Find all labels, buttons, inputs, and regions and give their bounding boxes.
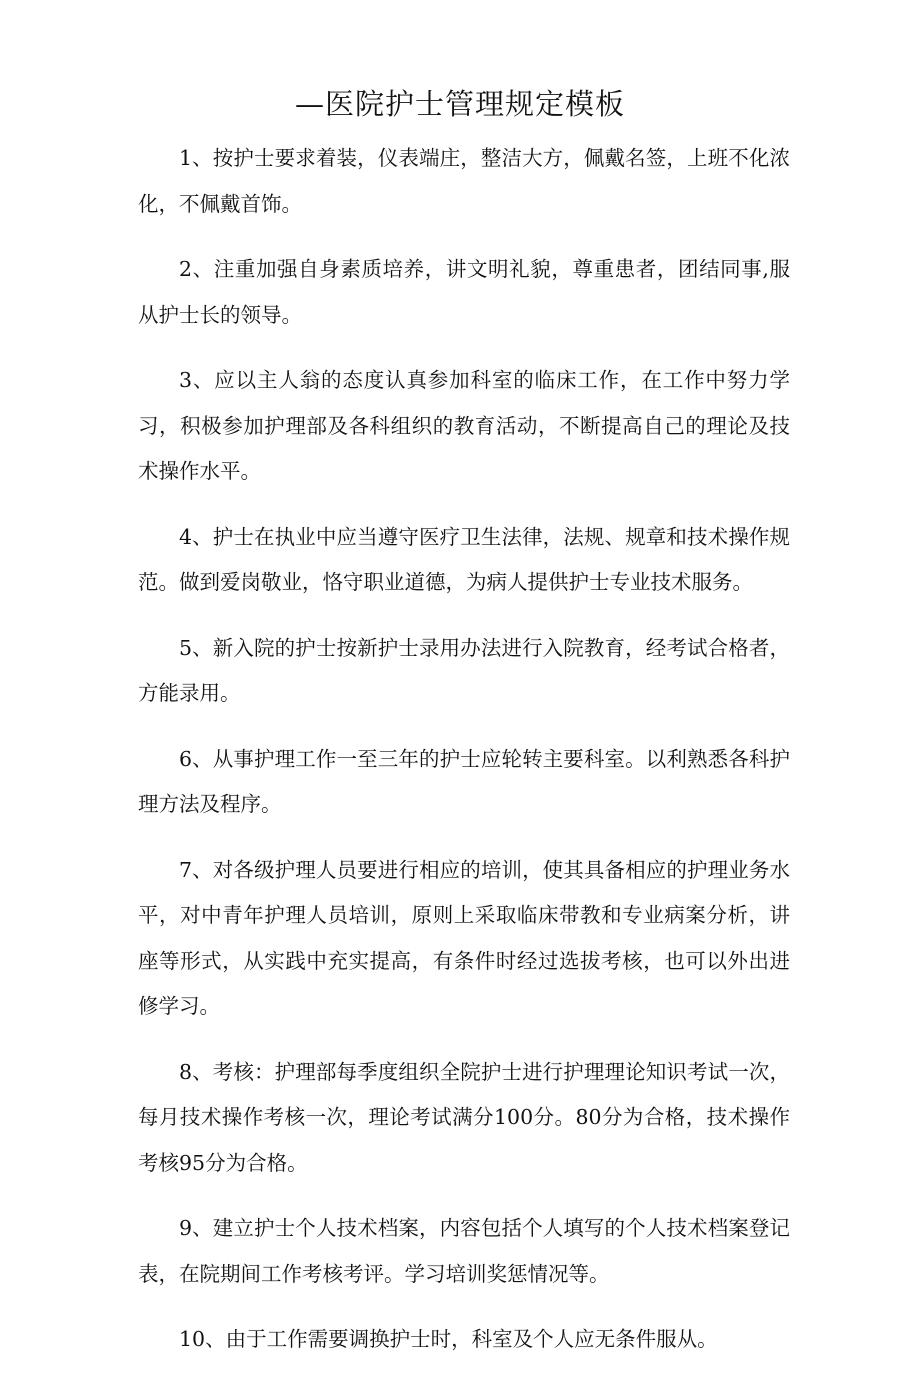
clause-5: 5、新入院的护士按新护士录用办法进行入院教育，经考试合格者，方能录用。 [138,635,790,705]
clause-9: 9、建立护士个人技术档案，内容包括个人填写的个人技术档案登记表，在院期间工作考核考评。学习培训奖惩情况等。 [138,1216,790,1286]
clause-8: 8、考核：护理部每季度组织全院护士进行护理理论知识考试一次，每月技术操作考核一次，理论考试满分100分。80分为合格，技术操作考核95分为合格。 [138,1059,790,1175]
clause-6: 6、从事护理工作一至三年的护士应轮转主要科室。以利熟悉各科护理方法及程序。 [138,746,790,816]
clause-list [138,136,790,1383]
clause-3: 3、应以主人翁的态度认真参加科室的临床工作，在工作中努力学习，积极参加护理部及各科组织的教育活动，不断提高自己的理论及技术操作水平。 [138,368,790,483]
clause-10: 10、由于工作需要调换护士时，科室及个人应无条件服从。 [179,1327,718,1351]
clause-4: 4、护士在执业中应当遵守医疗卫生法律，法规、规章和技术操作规范。做到爱岗敬业，恪守职业道德，为病人提供护士专业技术服务。 [138,524,790,594]
clause-2: 2、注重加强自身素质培养，讲文明礼貌，尊重患者，团结同事,服从护士长的领导。 [138,257,790,327]
clause-1: 1、按护士要求着装，仪表端庄，整洁大方，佩戴名签，上班不化浓化，不佩戴首饰。 [138,146,790,216]
document-title: —医院护士管理规定模板 [294,87,625,121]
clause-7: 7、对各级护理人员要进行相应的培训，使其具备相应的护理业务水平，对中青年护理人员培训，原则上采取临床带教和专业病案分析，讲座等形式，从实践中充实提高，有条件时经过选拔考核，也可以外出进修学习。 [138,857,790,1018]
